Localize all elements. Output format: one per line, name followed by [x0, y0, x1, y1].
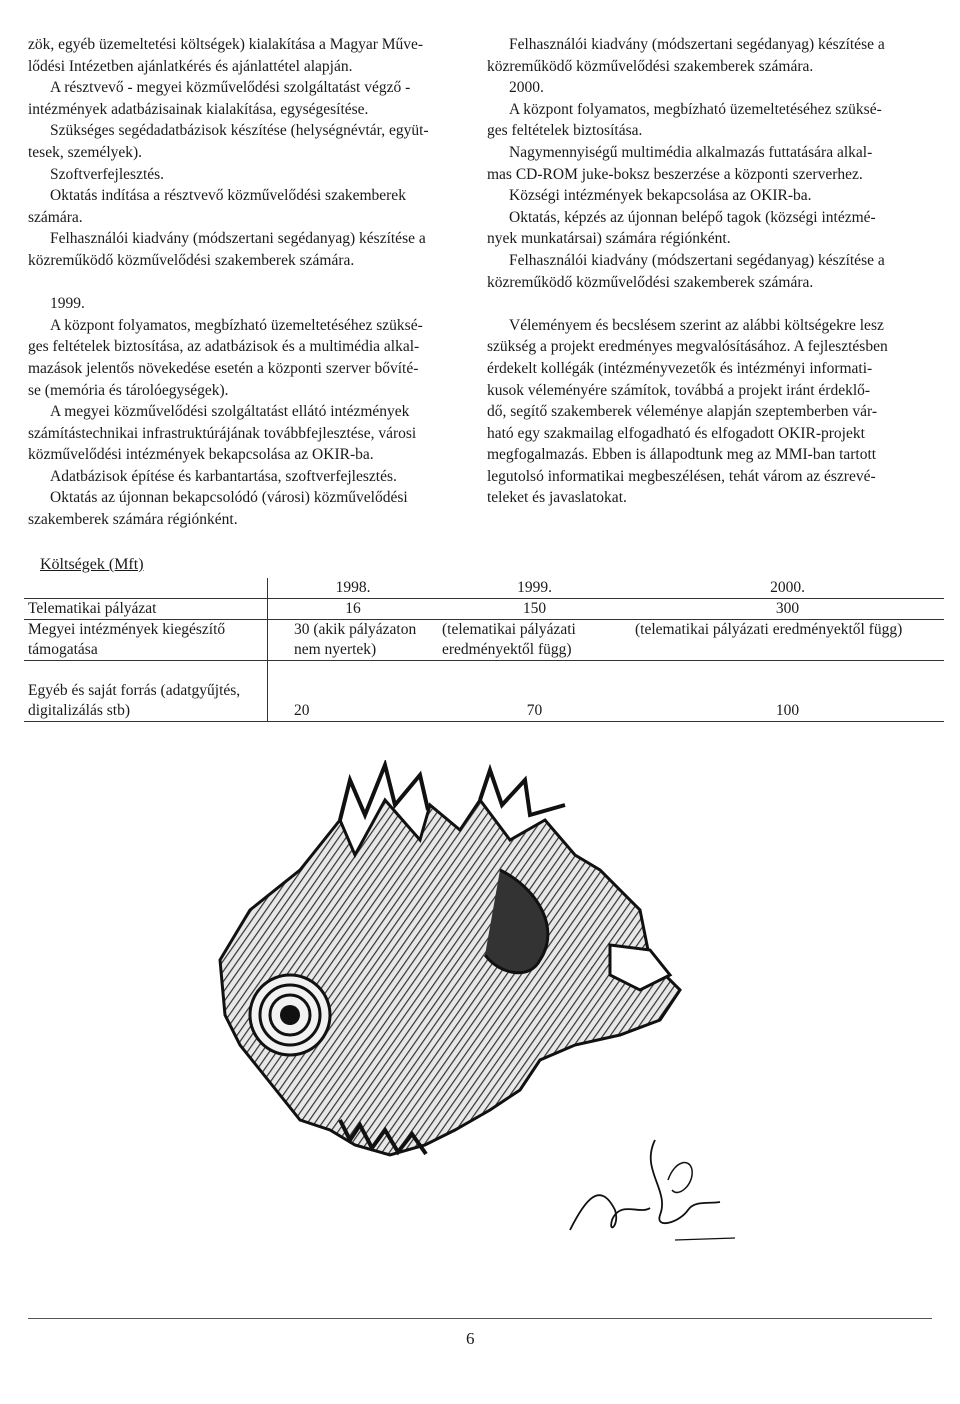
year-heading: 1999. [50, 295, 85, 313]
hungary-map-illustration [180, 760, 700, 1180]
text-line: kusok véleményére számítok, továbbá a projekt iránt érdeklő- [487, 381, 871, 399]
text-line: A központ folyamatos, megbízható üzemeltetéséhez szüksé- [509, 100, 882, 118]
table-cell: (telematikai pályázati eredményektől függ) [635, 621, 903, 638]
table-cell-empty [24, 578, 268, 599]
table-cell: 300 [775, 600, 800, 617]
footer-divider [28, 1318, 932, 1319]
table-cell: 30 (akik pályázaton nem nyertek) [294, 621, 417, 658]
table-cell: 20 [294, 702, 310, 719]
table-row [24, 599, 944, 620]
text-line: Oktatás, képzés az újonnan belépő tagok (községi intézmé- [509, 208, 876, 226]
table-cell: 150 [522, 600, 547, 617]
text-line: lődési Intézetben ajánlatkérés és ajánlattétel alapján. [28, 57, 353, 75]
year-header: 1999. [517, 579, 552, 596]
signature [560, 1130, 740, 1245]
text-line: mas CD-ROM juke-boksz beszerzése a központi szerverhez. [487, 165, 863, 183]
text-line: Felhasználói kiadvány (módszertani segédanyag) készítése a [509, 36, 885, 53]
text-line: ges feltételek biztosítása. [487, 122, 643, 140]
text-line: Oktatás indítása a résztvevő közművelődési szakemberek [50, 187, 406, 205]
text-line: Községi intézmények bekapcsolása az OKIR-ba. [509, 187, 812, 205]
text-line: intézmények adatbázisainak kialakítása, egységesítése. [28, 100, 369, 118]
text-line: közreműködő közművelődési szakemberek számára. [28, 251, 355, 269]
table-cell: (telematikai pályázati eredményektől függ) [442, 621, 576, 658]
text-line: legutolsó informatikai megbeszélésen, tehát várom az észrevé- [487, 467, 876, 485]
table-header-row [24, 578, 944, 599]
text-line: Felhasználói kiadvány (módszertani segédanyag) készítése a [50, 230, 426, 248]
text-line: Szükséges segédadatbázisok készítése (helységnévtár, együt- [50, 122, 429, 140]
table-cell: 16 [345, 600, 361, 617]
text-line: tesek, személyek). [28, 143, 143, 161]
text-line: közművelődési intézmények bekapcsolása az OKIR-ba. [28, 446, 374, 464]
text-line: A központ folyamatos, megbízható üzemeltetéséhez szüksé- [50, 316, 423, 334]
text-line: dő, segítő szakemberek véleménye alapján szeptemberben vár- [487, 403, 878, 421]
table-cell: 100 [775, 702, 800, 719]
text-line: megfogalmazás. Ebben is állapodtunk meg az MMI-ban tartott [487, 446, 877, 464]
text-line: Oktatás az újonnan bekapcsolódó (városi) közművelődési [50, 489, 408, 507]
text-line: érdekelt kollégák (intézményvezetők és intézményi informati- [487, 359, 873, 377]
text-line: Véleményem és becslésem szerint az alábbi költségekre lesz [509, 316, 884, 334]
text-line: mazások jelentős növekedése esetén a központi szerver bővíté- [28, 359, 419, 377]
row-label: Telematikai pályázat [24, 599, 268, 620]
year-header: 2000. [770, 579, 805, 596]
text-line: szükség a projekt eredményes megvalósításához. A fejlesztésben [487, 338, 888, 356]
row-label: Megyei intézmények kiegészítő támogatása [24, 620, 268, 661]
text-line: ható egy szakmailag elfogadható és elfogadott OKIR-projekt [487, 424, 865, 442]
text-line: Nagymennyiségű multimédia alkalmazás futtatására alkal- [509, 143, 873, 161]
row-label: Egyéb és saját forrás (adatgyűjtés, digitalizálás stb) [24, 661, 268, 722]
year-heading: 2000. [509, 79, 544, 97]
table-row [24, 661, 944, 722]
text-line: számára. [28, 208, 83, 226]
text-line: nyek munkatársai) számára régiónként. [487, 230, 731, 248]
costs-table [24, 578, 944, 722]
text-line: teleket és javaslatokat. [487, 489, 627, 507]
text-line: se (memória és tárolóegységek). [28, 381, 229, 399]
left-column [28, 34, 460, 531]
text-line: Szoftverfejlesztés. [50, 165, 165, 183]
text-line: ges feltételek biztosítása, az adatbázisok és a multimédia alkal- [28, 338, 420, 356]
costs-title: Költségek (Mft) [40, 556, 144, 573]
table-cell: 70 [526, 702, 543, 719]
page-number: 6 [466, 1329, 475, 1348]
text-line: számítástechnikai infrastruktúrájának továbbfejlesztése, városi [28, 424, 417, 442]
text-line: közreműködő közművelődési szakemberek számára. [487, 57, 814, 75]
text-line: Felhasználói kiadvány (módszertani segédanyag) készítése a [509, 251, 885, 269]
text-line: Adatbázisok építése és karbantartása, szoftverfejlesztés. [50, 467, 397, 485]
right-column [487, 34, 927, 509]
table-row [24, 620, 944, 661]
text-line: szakemberek számára régiónként. [28, 511, 238, 529]
text-line: zök, egyéb üzemeltetési költségek) kialakítása a Magyar Műve- [28, 36, 424, 53]
year-header: 1998. [335, 579, 371, 596]
text-line: A résztvevő - megyei közművelődési szolgáltatást végző - [50, 79, 411, 97]
text-line: A megyei közművelődési szolgáltatást ellátó intézmények [50, 403, 410, 421]
text-line: közreműködő közművelődési szakemberek számára. [487, 273, 814, 291]
